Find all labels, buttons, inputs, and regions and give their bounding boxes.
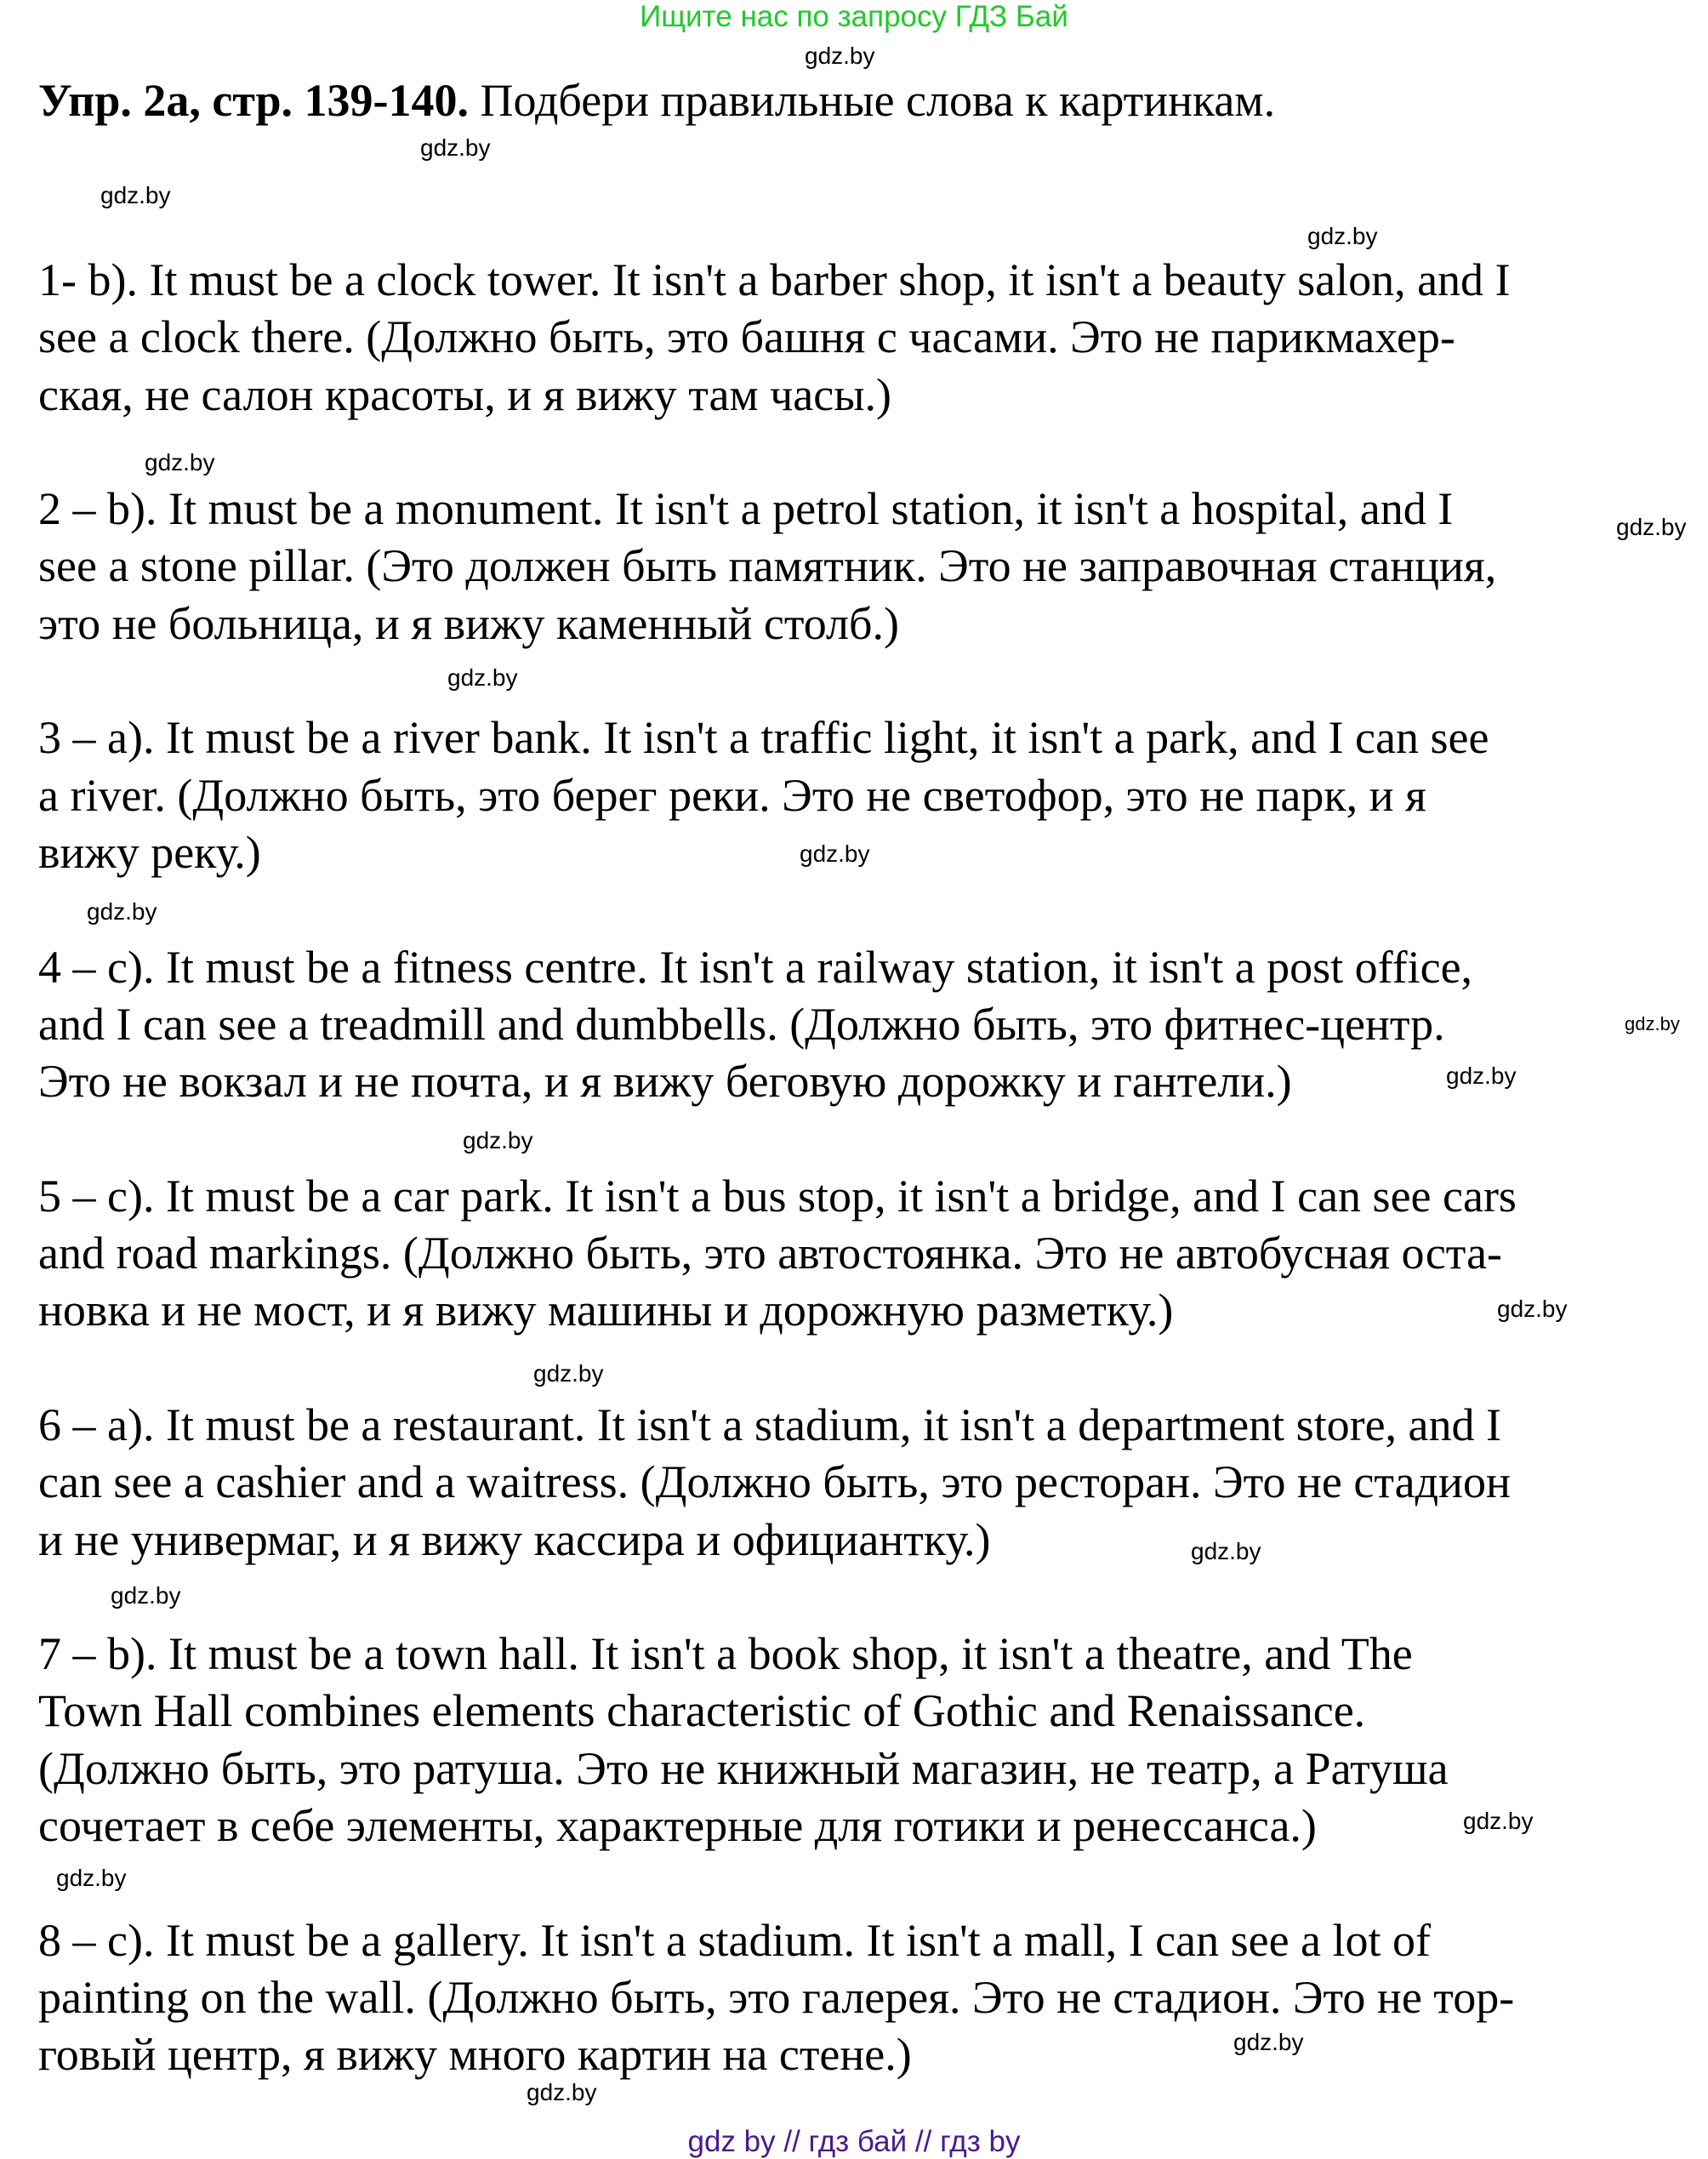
watermark: gdz.by [533, 1360, 604, 1387]
answers [38, 252, 1517, 2141]
answer-line: ская, не салон красоты, и я вижу там часы.) [38, 368, 892, 420]
watermark: gdz.by [805, 43, 875, 69]
answer-line: это не больница, и я вижу каменный столб.) [38, 597, 899, 649]
answer-line: and I can see a treadmill and dumbbells. (Должно быть, это фитнес-центр. [38, 998, 1445, 1050]
watermark: gdz.by [100, 182, 171, 208]
answer-line: (Должно быть, это ратуша. Это не книжный магазин, не театр, а Ратуша [38, 1742, 1449, 1794]
answer-paragraph [38, 1626, 1517, 1854]
watermark: gdz.by [1233, 2029, 1304, 2055]
answer-paragraph [38, 481, 1517, 652]
answer-paragraph [38, 1168, 1517, 1340]
watermark: gdz.by [1446, 1062, 1517, 1089]
watermark: gdz.by [1625, 1013, 1680, 1034]
answer-line: Это не вокзал и не почта, и я вижу беговую дорожку и гантели.) [38, 1056, 1292, 1108]
exercise-instruction: Подбери правильные слова к картинкам. [469, 75, 1276, 126]
watermark: gdz.by [420, 134, 491, 161]
answer-line: Town Hall combines elements characteristic of Gothic and Renaissance. [38, 1685, 1366, 1737]
search-banner[interactable]: Ищите нас по запросу ГДЗ Бай [640, 0, 1068, 33]
answer-paragraph [38, 1912, 1517, 2084]
answer-line: can see a cashier and a waitress. (Должно быть, это ресторан. Это не стадион [38, 1456, 1511, 1508]
answer-line: 3 – a). It must be a river bank. It isn't a traffic light, it isn't a park, and I can see [38, 712, 1489, 764]
watermark: gdz.by [1463, 1808, 1534, 1834]
watermark: gdz.by [1307, 223, 1378, 249]
answer-line: 8 – c). It must be a gallery. It isn't a stadium. It isn't a mall, I can see a lot of [38, 1914, 1432, 1966]
watermark: gdz.by [800, 840, 870, 867]
answer-line: 4 – c). It must be a fitness centre. It isn't a railway station, it isn't a post office, [38, 941, 1473, 993]
answer-line: 1- b). It must be a clock tower. It isn't a barber shop, it isn't a beauty salon, and I [38, 254, 1511, 305]
watermark: gdz.by [1497, 1296, 1568, 1322]
answer-line: painting on the wall. (Должно быть, это галерея. Это не стадион. Это не тор- [38, 1971, 1515, 2023]
answer-line: и не универмаг, и я вижу кассира и официантку.) [38, 1513, 991, 1565]
answer-line: сочетает в себе элементы, характерные для готики и ренессанса.) [38, 1800, 1317, 1852]
answer-line: 7 – b). It must be a town hall. It isn't a book shop, it isn't a theatre, and The [38, 1628, 1413, 1680]
watermark: gdz.by [87, 898, 157, 925]
answer-line: 6 – a). It must be a restaurant. It isn't a stadium, it isn't a department store, and I [38, 1399, 1502, 1450]
answer-line: новка и не мост, и я вижу машины и дорожную разметку.) [38, 1285, 1174, 1336]
watermark: gdz.by [56, 1865, 127, 1891]
answer-line: говый центр, я вижу много картин на стене.) [38, 2029, 912, 2081]
watermark: gdz.by [1616, 514, 1687, 540]
watermark: gdz.by [111, 1582, 181, 1609]
watermark: gdz.by [447, 664, 518, 691]
footer-links[interactable]: gdz by // гдз бай // гдз by [687, 2125, 1021, 2158]
exercise-title [38, 73, 1275, 128]
answer-line: 2 – b). It must be a monument. It isn't a petrol station, it isn't a hospital, and I [38, 483, 1454, 535]
answer-line: a river. (Должно быть, это берег реки. Это не светофор, это не парк, и я [38, 769, 1426, 821]
answer-line: and road markings. (Должно быть, это автостоянка. Это не автобусная оста- [38, 1228, 1503, 1279]
answer-line: 5 – c). It must be a car park. It isn't a bus stop, it isn't a bridge, and I can see cars [38, 1170, 1517, 1222]
answer-paragraph [38, 1397, 1517, 1569]
watermark: gdz.by [527, 2079, 597, 2105]
answer-line: вижу реку.) [38, 826, 261, 878]
exercise-number: Упр. 2а, стр. 139-140. [38, 75, 470, 126]
answer-line: see a stone pillar. (Это должен быть памятник. Это не заправочная станция, [38, 540, 1497, 592]
answer-line: see a clock there. (Должно быть, это башня с часами. Это не парикмахер- [38, 311, 1455, 363]
watermark: gdz.by [145, 449, 215, 476]
answer-paragraph [38, 709, 1517, 881]
watermark: gdz.by [463, 1127, 533, 1154]
answer-paragraph [38, 939, 1517, 1111]
watermark: gdz.by [1191, 1538, 1261, 1564]
answer-paragraph [38, 252, 1517, 424]
